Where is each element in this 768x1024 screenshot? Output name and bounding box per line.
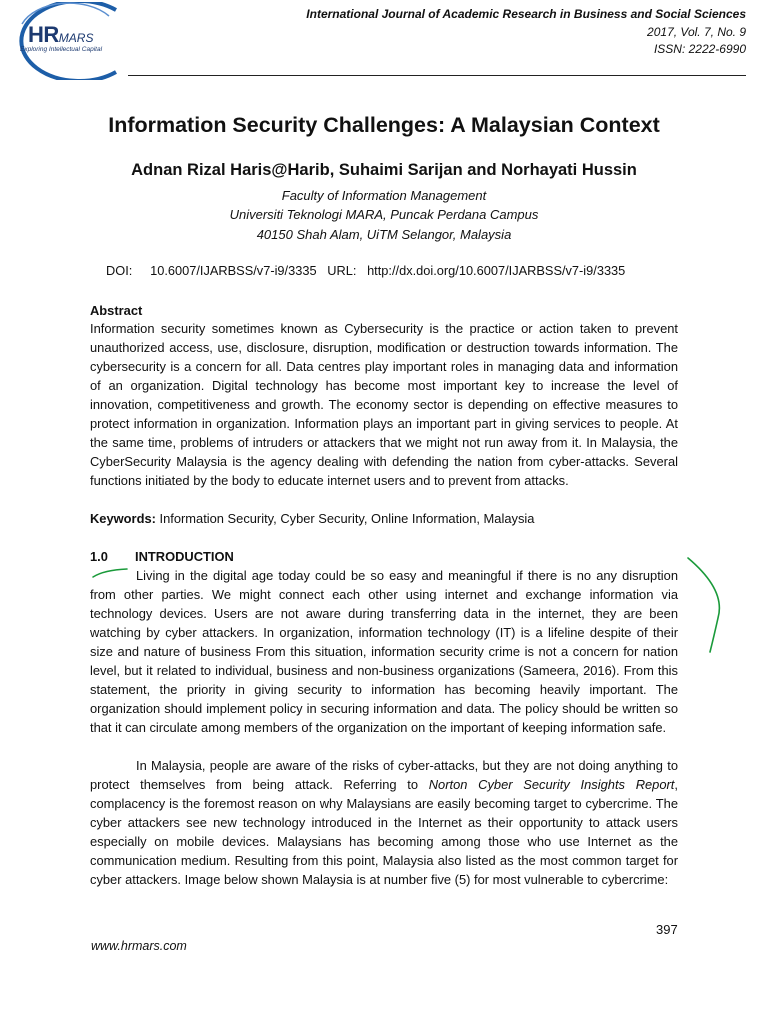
logo-hr-text: HR bbox=[28, 22, 59, 47]
section-title: INTRODUCTION bbox=[135, 549, 234, 564]
doi-label: DOI: bbox=[106, 263, 133, 278]
keywords-label: Keywords: bbox=[90, 511, 156, 526]
journal-volume: 2017, Vol. 7, No. 9 bbox=[647, 25, 746, 39]
keywords-line bbox=[90, 509, 678, 528]
paper-authors: Adnan Rizal Haris@Harib, Suhaimi Sarijan and Norhayati Hussin bbox=[131, 161, 637, 179]
url-link[interactable]: http://dx.doi.org/10.6007/IJARBSS/v7-i9/3335 bbox=[367, 263, 626, 278]
affiliation-line: Faculty of Information Management bbox=[281, 188, 487, 203]
footer-website-link[interactable]: www.hrmars.com bbox=[91, 939, 187, 953]
keywords-list: Information Security, Cyber Security, Online Information, Malaysia bbox=[155, 511, 535, 526]
intro-paragraph-1: Living in the digital age today could be so easy and meaningful if there is no any disruption from other parties. We might connect each other using internet and exchange information via technology devices. Users are not aware during transferring data in the internet, they are been watching by cyber attackers. In organization, information technology (IT) is a lifeline despite of their size and nature of business From this situation, information security crime is not a concern for nation level, but it related to individual, business and non-business organizations (Sameera, 2016). From this statement, the priority in giving security to information has becoming heavily important. The organization should implement policy in securing information and data. The policy should be written so that it can circulate among members of the organization on the important of keeping information safe. bbox=[90, 568, 678, 735]
logo-tagline: Exploring Intellectual Capital bbox=[20, 46, 103, 53]
affiliation-line: Universiti Teknologi MARA, Puncak Perdana Campus bbox=[229, 207, 539, 222]
handwritten-bracket-mark bbox=[678, 552, 728, 660]
journal-logo bbox=[28, 22, 93, 48]
doi-value[interactable]: 10.6007/IJARBSS/v7-i9/3335 bbox=[150, 263, 317, 278]
para2-text-a: In Malaysia, people are aware of the risks of cyber-attacks, but they are not doing anything to protect themselves from being attack. Referring to bbox=[90, 758, 678, 792]
page-number: 397 bbox=[656, 922, 678, 937]
para2-text-b: , complacency is the foremost reason on why Malaysians are easily becoming target to cybercrime. The cyber attackers see new technology introduced in the Internet as their opportunity to attack users especially on mobile devices. Malaysians has becoming among those who use Internet as the communication medium. Resulting from this point, Malaysia also listed as the most common target for cyber attackers. Image below shown Malaysia is at number five (5) for most vulnerable to cybercrime: bbox=[90, 777, 678, 887]
abstract-text: Information security sometimes known as Cybersecurity is the practice or action taken to prevent unauthorized access, use, disclosure, disruption, modification or destruction towards information. The cybersecurity is a concern for all. Data centres play important roles in managing data and information of an organization. Digital technology has become most important key to increase the level of innovation, competitiveness and growth. The economy sector is depending on effective measures to protect information in organization. Information plays an important part in giving services to people. At the same time, problems of intruders or attackers that we might not run away from it. In Malaysia, the CyberSecurity Malaysia is the agency dealing with defending the nation from cyber-attacks. Several functions initiated by the body to educate internet users and to prevent from attacks. bbox=[90, 321, 678, 488]
report-title: Norton Cyber Security Insights Report bbox=[428, 777, 675, 792]
logo-mars-text: MARS bbox=[58, 31, 94, 45]
affiliation-line: 40150 Shah Alam, UiTM Selangor, Malaysia bbox=[256, 227, 512, 242]
abstract-heading: Abstract bbox=[90, 303, 143, 318]
paper-title: Information Security Challenges: A Malaysian Context bbox=[108, 113, 660, 137]
header-divider bbox=[128, 75, 746, 76]
journal-name: International Journal of Academic Research in Business and Social Sciences bbox=[306, 7, 746, 21]
journal-issn: ISSN: 2222-6990 bbox=[653, 42, 746, 56]
doi-row bbox=[106, 263, 625, 278]
section-number: 1.0 bbox=[90, 549, 108, 564]
url-label: URL: bbox=[327, 263, 357, 278]
intro-paragraph-2 bbox=[90, 756, 678, 889]
handwritten-tick-mark bbox=[90, 564, 130, 584]
section-heading bbox=[90, 547, 678, 566]
